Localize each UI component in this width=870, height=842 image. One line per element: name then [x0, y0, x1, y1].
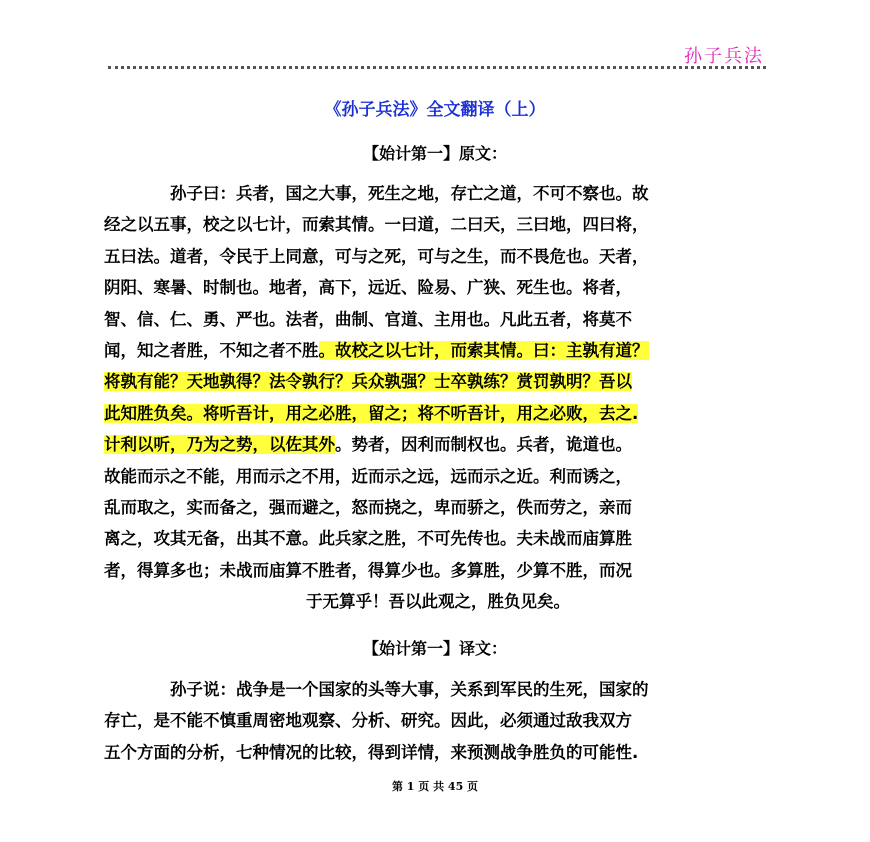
text-segment: 于无算乎！吾以此观之，胜负见矣。 — [306, 592, 570, 612]
text-segment: 五个方面的分析，七种情况的比较，得到详情，来预测战争胜负的可能性. — [104, 742, 639, 762]
text-line — [104, 241, 772, 272]
text-segment: 。势者，因利而制权也。兵者，诡道也。 — [335, 435, 632, 455]
text-line — [104, 737, 772, 768]
text-segment: 故能而示之不能，用而示之不用，近而示之远，远而示之近。利而诱之， — [104, 466, 632, 486]
text-line — [104, 705, 772, 736]
text-segment: 经之以五事，校之以七计，而索其情。一曰道，二曰天，三曰地，四曰将， — [104, 215, 649, 235]
text-segment: 乱而取之，实而备之，强而避之，怒而挠之，卑而骄之，佚而劳之，亲而 — [104, 497, 632, 517]
header-dotted-rule — [108, 66, 766, 69]
highlighted-text: 将孰有能？天地孰得？法令孰行？兵众孰强？士卒孰练？赏罚孰明？吾以 — [104, 372, 632, 392]
text-segment: 离之，攻其无备，出其不意。此兵家之胜，不可先传也。夫未战而庙算胜 — [104, 529, 632, 549]
section-heading-original: 【始计第一】原文： — [362, 144, 507, 163]
text-line — [104, 366, 772, 397]
text-line — [104, 429, 772, 460]
text-line — [104, 523, 772, 554]
text-line — [104, 461, 772, 492]
page-footer: 第 1 页 共 45 页 — [391, 780, 479, 793]
text-line — [104, 272, 772, 303]
text-segment: 孙子说：战争是一个国家的头等大事，关系到军民的生死，国家的 — [170, 680, 649, 699]
paragraph-original — [104, 178, 772, 617]
text-segment: 孙子曰：兵者，国之大事，死生之地，存亡之道，不可不察也。故 — [170, 184, 649, 203]
text-line — [104, 304, 772, 335]
page-header-title: 孙子兵法 — [684, 46, 764, 67]
highlighted-text: 此知胜负矣。将听吾计，用之必胜，留之；将不听吾计，用之必败，去之. — [104, 403, 639, 423]
text-line — [104, 555, 772, 586]
text-segment: 存亡，是不能不慎重周密地观察、分析、研究。因此，必须通过敌我双方 — [104, 711, 632, 731]
text-line — [104, 492, 772, 523]
text-line — [104, 586, 772, 617]
text-line — [104, 178, 772, 209]
document-title: 《孙子兵法》全文翻译（上） — [324, 100, 546, 120]
highlighted-text: 。故校之以七计，而索其情。曰：主孰有道？ — [318, 340, 649, 360]
text-segment: 智、信、仁、勇、严也。法者，曲制、官道、主用也。凡此五者，将莫不 — [104, 309, 632, 329]
text-line — [104, 209, 772, 240]
text-line — [104, 335, 772, 366]
text-line — [104, 398, 772, 429]
text-segment: 五曰法。道者，令民于上同意，可与之死，可与之生，而不畏危也。天者， — [104, 246, 649, 266]
text-segment: 闻，知之者胜，不知之者不胜 — [104, 340, 319, 360]
text-segment: 者，得算多也；未战而庙算不胜者，得算少也。多算胜，少算不胜，而况 — [104, 560, 632, 580]
text-line — [104, 674, 772, 705]
highlighted-text: 计利以听，乃为之势，以佐其外 — [104, 435, 335, 455]
section-heading-translation: 【始计第一】译文： — [362, 639, 507, 658]
text-segment: 阴阳、寒暑、时制也。地者，高下，远近、险易、广狭、死生也。将者， — [104, 278, 632, 298]
paragraph-translation — [104, 674, 772, 768]
